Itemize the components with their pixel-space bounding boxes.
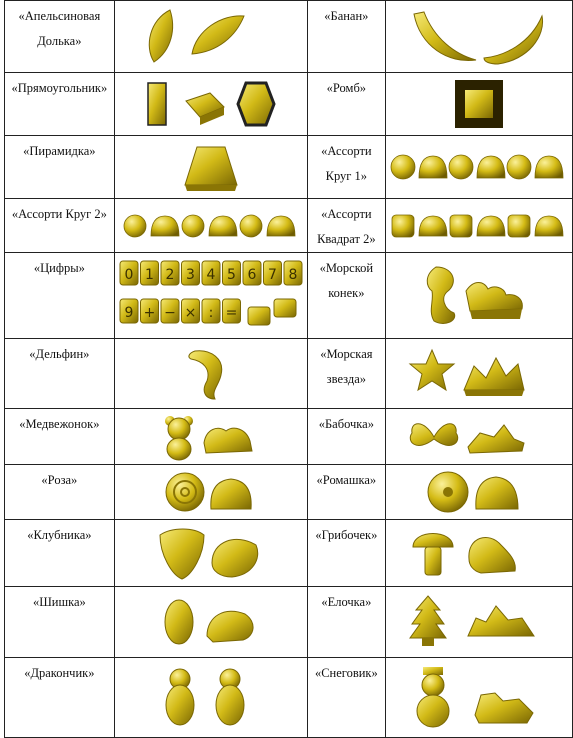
- table-row: [5, 136, 573, 199]
- label-bear-cub: «Медвежонок»: [5, 409, 115, 465]
- table-row: [5, 339, 573, 409]
- dragon-icon: [114, 658, 307, 738]
- digit-tile: [140, 261, 158, 285]
- assorted-square-2-icon: [386, 199, 573, 253]
- seahorse-icon: [386, 253, 573, 339]
- label-butterfly: «Бабочка»: [307, 409, 386, 465]
- symbol-tile: [222, 299, 240, 323]
- rose-icon: [114, 465, 307, 520]
- table-row: [5, 587, 573, 658]
- svg-text:2: 2: [165, 266, 175, 283]
- svg-text:4: 4: [206, 266, 216, 283]
- mushroom-icon: [386, 520, 573, 587]
- label-digits: «Цифры»: [5, 253, 115, 339]
- digits-mold-icon: [114, 253, 307, 339]
- assorted-round-1-icon: [386, 136, 573, 199]
- bear-cub-icon: [114, 409, 307, 465]
- table-row: [5, 409, 573, 465]
- svg-text:5: 5: [226, 266, 236, 283]
- label-rectangle: «Прямоугольник»: [5, 73, 115, 136]
- table-row: [5, 1, 573, 73]
- symbol-tile: [161, 299, 179, 323]
- butterfly-icon: [386, 409, 573, 465]
- symbol-tile: [140, 299, 158, 323]
- label-mushroom: «Грибочек»: [307, 520, 386, 587]
- bar-tile: [248, 307, 270, 325]
- svg-text:+: +: [143, 304, 155, 321]
- chamomile-icon: [386, 465, 573, 520]
- svg-text:−: −: [163, 304, 176, 321]
- digit-tile: [243, 261, 261, 285]
- label-rose: «Роза»: [5, 465, 115, 520]
- label-starfish: «Морская звезда»: [307, 339, 386, 409]
- svg-text:6: 6: [247, 266, 257, 283]
- label-banana: «Банан»: [307, 1, 386, 73]
- label-strawberry: «Клубника»: [5, 520, 115, 587]
- pine-cone-icon: [114, 587, 307, 658]
- pyramid-candy-icon: [114, 136, 307, 199]
- candy-molds-table: [4, 0, 573, 738]
- rectangle-candy-icon: [114, 73, 307, 136]
- table-row: [5, 199, 573, 253]
- label-fir-tree: «Елочка»: [307, 587, 386, 658]
- digit-tile: [181, 261, 199, 285]
- starfish-icon: [386, 339, 573, 409]
- digit-tile: [263, 261, 281, 285]
- label-chamomile: «Ромашка»: [307, 465, 386, 520]
- symbol-tile: [120, 299, 138, 323]
- banana-icon: [386, 1, 573, 73]
- svg-text:=: =: [225, 304, 237, 321]
- symbol-tile: [202, 299, 220, 323]
- orange-slice-icon: [114, 1, 307, 73]
- svg-text:9: 9: [124, 304, 134, 321]
- strawberry-icon: [114, 520, 307, 587]
- digit-tile: [120, 261, 138, 285]
- svg-text:1: 1: [144, 266, 154, 283]
- label-assorted-round-1: «Ассорти Круг 1»: [307, 136, 386, 199]
- symbol-tile: [181, 299, 199, 323]
- assorted-round-2-icon: [114, 199, 307, 253]
- fir-tree-icon: [386, 587, 573, 658]
- table-row: [5, 465, 573, 520]
- table-row: [5, 520, 573, 587]
- label-dolphin: «Дельфин»: [5, 339, 115, 409]
- label-dragon: «Дракончик»: [5, 658, 115, 738]
- svg-text:0: 0: [124, 266, 134, 283]
- snowman-icon: [386, 658, 573, 738]
- label-seahorse: «Морской конек»: [307, 253, 386, 339]
- digit-tile: [284, 261, 302, 285]
- svg-text:3: 3: [185, 266, 195, 283]
- digit-tile: [202, 261, 220, 285]
- svg-text:8: 8: [288, 266, 298, 283]
- rhombus-candy-icon: [386, 73, 573, 136]
- label-assorted-round-2: «Ассорти Круг 2»: [5, 199, 115, 253]
- label-assorted-square-2: «Ассорти Квадрат 2»: [307, 199, 386, 253]
- label-rhombus: «Ромб»: [307, 73, 386, 136]
- digit-tile: [161, 261, 179, 285]
- svg-text::: :: [208, 304, 213, 321]
- table-row: [5, 658, 573, 738]
- label-orange-slice: «Апельсиновая Долька»: [5, 1, 115, 73]
- svg-text:×: ×: [184, 304, 196, 321]
- svg-text:7: 7: [267, 266, 277, 283]
- digit-tile: [222, 261, 240, 285]
- label-pine-cone: «Шишка»: [5, 587, 115, 658]
- dolphin-icon: [114, 339, 307, 409]
- table-row: [5, 253, 573, 339]
- table-row: [5, 73, 573, 136]
- label-snowman: «Снеговик»: [307, 658, 386, 738]
- bar-tile: [274, 299, 296, 317]
- label-pyramid: «Пирамидка»: [5, 136, 115, 199]
